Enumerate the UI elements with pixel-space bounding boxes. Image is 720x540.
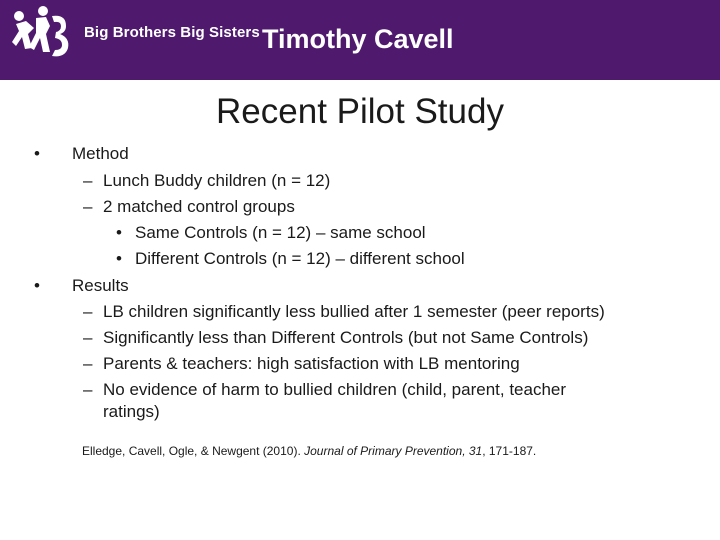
bullet-marker: • [34,144,40,163]
org-name: Big Brothers Big Sisters [84,24,260,41]
dash-marker: – [83,354,93,373]
citation [82,444,536,458]
method-subitem: Same Controls (n = 12) – same school [135,223,426,242]
results-label: Results [72,276,129,295]
results-item: Parents & teachers: high satisfaction with LB mentoring [103,354,520,373]
method-item: Lunch Buddy children (n = 12) [103,171,331,190]
method-label: Method [72,144,129,163]
dash-marker: – [83,197,93,216]
dash-marker: – [83,380,93,399]
dash-marker: – [83,328,93,347]
slide-title: Recent Pilot Study [216,92,504,131]
bullet-marker: • [34,276,40,295]
results-item-continuation: ratings) [103,402,160,421]
results-item: No evidence of harm to bullied children (child, parent, teacher [103,380,567,399]
citation-authors: Elledge, Cavell, Ogle, & Newgent (2010). [82,444,305,458]
citation-journal: Journal of Primary Prevention, 31 [304,444,483,458]
bullet-marker: • [116,223,122,242]
dash-marker: – [83,302,93,321]
dash-marker: – [83,171,93,190]
results-item: Significantly less than Different Controls (but not Same Controls) [103,328,589,347]
presenter-name: Timothy Cavell [262,24,454,54]
method-item: 2 matched control groups [103,197,295,216]
citation-pages: , 171-187. [482,444,537,458]
method-subitem: Different Controls (n = 12) – different school [135,249,465,268]
results-item: LB children significantly less bullied after 1 semester (peer reports) [103,302,605,321]
bullet-marker: • [116,249,122,268]
